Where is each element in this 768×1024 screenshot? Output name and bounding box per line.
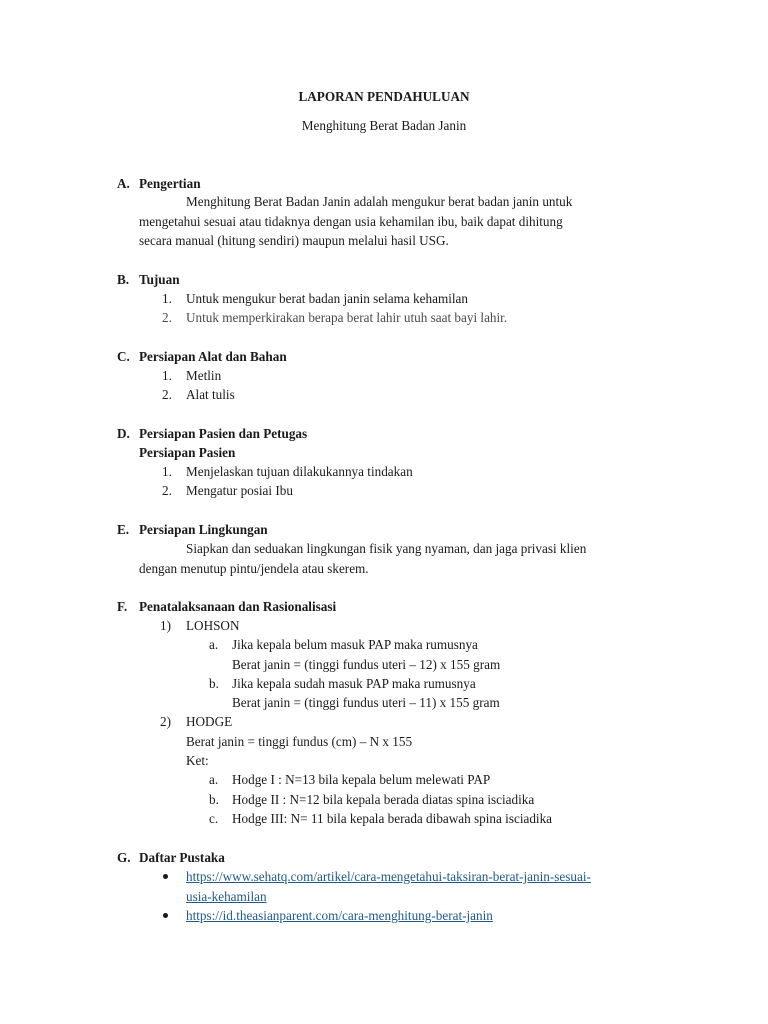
lohson-number: 1) — [160, 618, 171, 633]
section-e-letter: E. — [117, 522, 130, 537]
hodge-item-letter: c. — [209, 811, 219, 826]
list-number: 1. — [162, 464, 172, 479]
lohson-b-text: Jika kepala sudah masuk PAP maka rumusnya — [232, 676, 476, 691]
section-b-letter: B. — [117, 272, 130, 287]
lohson-b-formula: Berat janin = (tinggi fundus uteri – 11) x 155 gram — [232, 695, 500, 710]
section-a-letter: A. — [117, 176, 130, 191]
list-item: Menjelaskan tujuan dilakukannya tindakan — [186, 464, 413, 479]
lohson-label: LOHSON — [186, 618, 240, 633]
lohson-b-letter: b. — [209, 676, 219, 691]
hodge-item: Hodge I : N=13 bila kepala belum melewati PAP — [232, 772, 491, 787]
hodge-item-letter: b. — [209, 792, 219, 807]
hodge-ket: Ket: — [186, 753, 209, 768]
lohson-a-formula: Berat janin = (tinggi fundus uteri – 12) x 155 gram — [232, 657, 501, 672]
hodge-item: Hodge II : N=12 bila kepala berada diatas spina isciadika — [232, 792, 535, 807]
section-g-heading: Daftar Pustaka — [139, 850, 225, 865]
list-number: 2. — [162, 387, 172, 402]
section-a-text-line1: Menghitung Berat Badan Janin adalah mengukur berat badan janin untuk — [186, 194, 573, 209]
hodge-number: 2) — [160, 714, 171, 729]
list-number: 1. — [162, 368, 172, 383]
list-item: Untuk memperkirakan berapa berat lahir utuh saat bayi lahir. — [186, 310, 508, 325]
list-number: 2. — [162, 310, 172, 325]
list-number: 1. — [162, 291, 172, 306]
hodge-item: Hodge III: N= 11 bila kepala berada dibawah spina isciadika — [232, 811, 553, 826]
section-a-text-line3: secara manual (hitung sendiri) maupun melalui hasil USG. — [139, 233, 449, 248]
list-item: Mengatur posiai Ibu — [186, 483, 293, 498]
bullet-icon — [163, 874, 168, 879]
reference-link-2[interactable]: https://id.theasianparent.com/cara-menghitung-berat-janin — [186, 908, 493, 923]
section-g-letter: G. — [117, 850, 131, 865]
section-e-heading: Persiapan Lingkungan — [139, 522, 268, 537]
document-title: LAPORAN PENDAHULUAN — [298, 89, 470, 104]
section-e-text-line2: dengan menutup pintu/jendela atau skerem. — [139, 561, 369, 576]
reference-link-1-continued[interactable]: usia-kehamilan — [186, 889, 267, 904]
bullet-icon — [163, 913, 168, 918]
section-c-letter: C. — [117, 349, 130, 364]
hodge-item-letter: a. — [209, 772, 219, 787]
lohson-a-letter: a. — [209, 637, 219, 652]
section-a-text-line2: mengetahui sesuai atau tidaknya dengan usia kehamilan ibu, baik dapat dihitung — [139, 214, 563, 229]
hodge-formula: Berat janin = tinggi fundus (cm) – N x 155 — [186, 734, 413, 749]
section-b-heading: Tujuan — [139, 272, 180, 287]
list-item: Metlin — [186, 368, 222, 383]
section-d-heading: Persiapan Pasien dan Petugas — [139, 426, 308, 441]
section-f-heading: Penatalaksanaan dan Rasionalisasi — [139, 599, 337, 614]
section-a-heading: Pengertian — [139, 176, 201, 191]
list-number: 2. — [162, 483, 172, 498]
section-c-heading: Persiapan Alat dan Bahan — [139, 349, 287, 364]
lohson-a-text: Jika kepala belum masuk PAP maka rumusnya — [232, 637, 478, 652]
document-subtitle: Menghitung Berat Badan Janin — [301, 118, 467, 133]
section-d-subheading: Persiapan Pasien — [139, 445, 236, 460]
list-item: Alat tulis — [186, 387, 235, 402]
reference-link-1[interactable]: https://www.sehatq.com/artikel/cara-mengetahui-taksiran-berat-janin-sesuai- — [186, 869, 591, 884]
hodge-label: HODGE — [186, 714, 233, 729]
list-item: Untuk mengukur berat badan janin selama kehamilan — [186, 291, 468, 306]
section-f-letter: F. — [117, 599, 128, 614]
section-d-letter: D. — [117, 426, 130, 441]
section-e-text-line1: Siapkan dan seduakan lingkungan fisik yang nyaman, dan jaga privasi klien — [186, 541, 587, 556]
